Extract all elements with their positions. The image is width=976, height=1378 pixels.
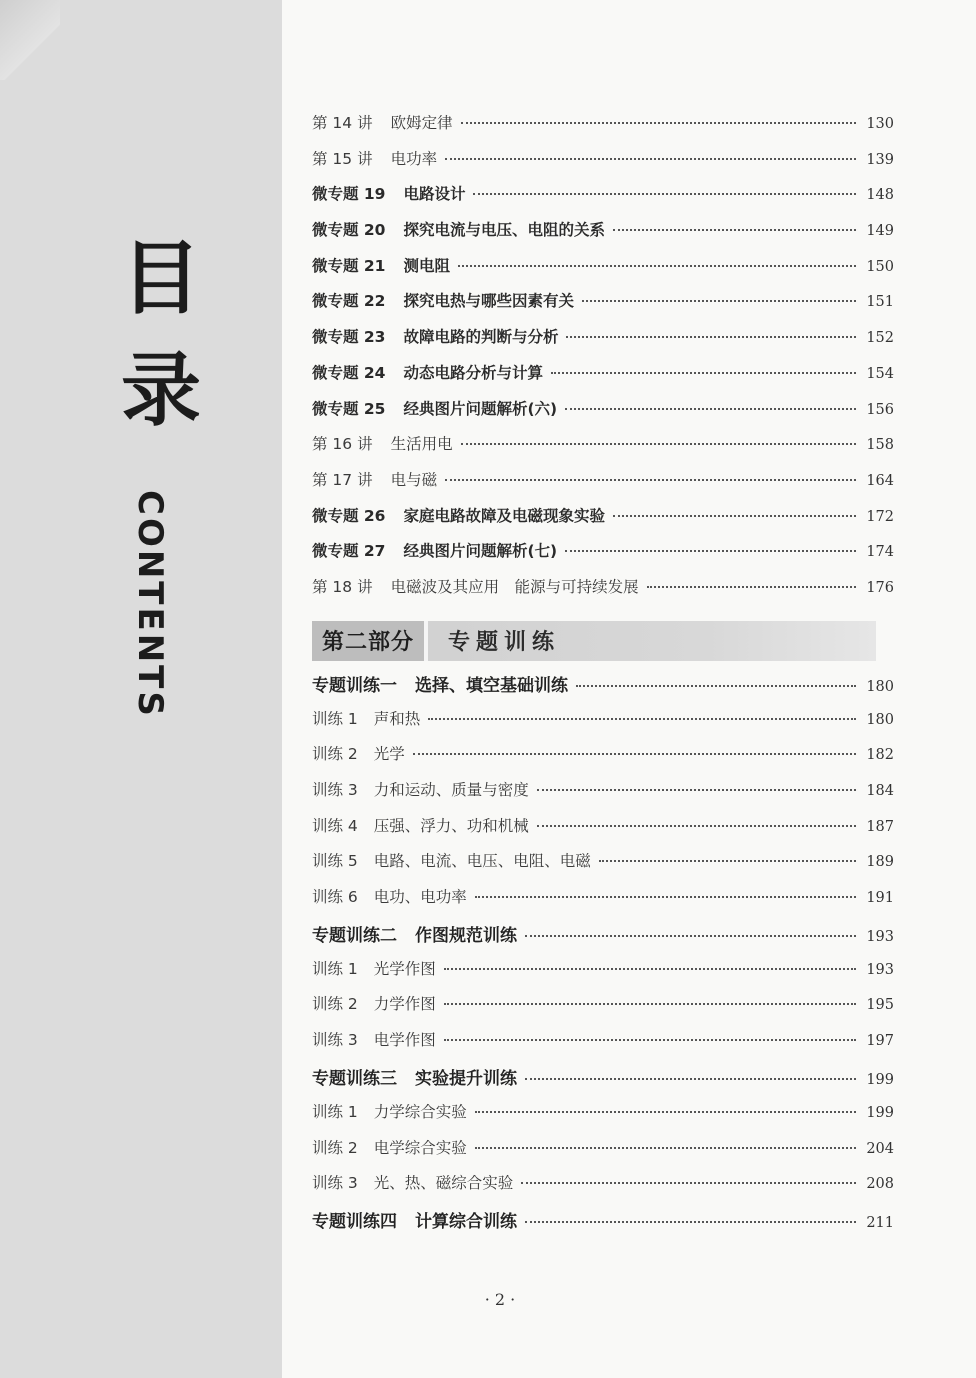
toc-leader-dots <box>566 336 856 338</box>
toc-leader-dots <box>458 265 856 267</box>
toc-entry-number: 微专题 21 <box>312 256 386 275</box>
toc-entry-page: 204 <box>866 1140 894 1157</box>
toc-entry-title: 力和运动、质量与密度 <box>373 781 529 799</box>
toc-entry-title: 光、热、磁综合实验 <box>373 1174 514 1193</box>
toc-entry[interactable] <box>312 1136 894 1172</box>
toc-entry-title: 选择、填空基础训练 <box>415 675 568 696</box>
toc-leader-dots <box>582 300 856 302</box>
toc-entry-number: 微专题 24 <box>312 363 386 382</box>
toc-entry-title: 电路、电流、电压、电阻、电磁 <box>373 852 591 871</box>
toc-entry-title: 探究电热与哪些因素有关 <box>403 292 574 311</box>
toc-entry-page: 176 <box>866 579 894 596</box>
toc-entry-number: 微专题 22 <box>312 292 386 311</box>
toc-entry-number: 微专题 26 <box>312 506 386 525</box>
toc-leader-dots <box>576 685 856 687</box>
toc-entry[interactable] <box>312 468 894 504</box>
toc-leader-dots <box>565 550 856 552</box>
toc-entry-title: 光学 <box>373 745 405 764</box>
toc-entry-title: 力学综合实验 <box>373 1102 467 1121</box>
toc-entry-title: 作图规范训练 <box>415 925 517 946</box>
toc-entry-number: 训练 1 <box>312 1102 358 1121</box>
toc-entry-title: 经典图片问题解析(六) <box>403 399 558 418</box>
toc-entry[interactable] <box>312 539 894 575</box>
toc-entry-title: 声和热 <box>373 709 421 728</box>
toc-leader-dots <box>475 896 856 898</box>
toc-leader-dots <box>537 825 856 827</box>
toc-entry-number: 微专题 23 <box>312 328 386 347</box>
toc-entry-number: 训练 4 <box>312 816 358 835</box>
toc-entry[interactable] <box>312 575 894 611</box>
toc-entry-page: 193 <box>866 928 894 945</box>
toc-leader-dots <box>525 1078 856 1080</box>
toc-entry-title: 电路设计 <box>403 185 466 204</box>
toc-entry-page: 191 <box>866 890 894 907</box>
toc-entry-number: 专题训练二 <box>312 925 397 946</box>
toc-leader-dots <box>647 586 856 588</box>
toc-entry[interactable] <box>312 432 894 468</box>
toc-entry-page: 180 <box>866 711 894 728</box>
toc-entry[interactable] <box>312 397 894 433</box>
toc-entry-page: 180 <box>866 678 894 695</box>
toc-entry-number: 训练 2 <box>312 995 358 1014</box>
title-char-1: 目 <box>121 231 201 325</box>
toc-entry[interactable] <box>312 1171 894 1207</box>
toc-entry-number: 训练 3 <box>312 781 358 799</box>
toc-entry-page: 148 <box>866 187 894 204</box>
toc-entry-title: 计算综合训练 <box>415 1211 517 1232</box>
toc-entry[interactable] <box>312 361 894 397</box>
toc-leader-dots <box>599 860 856 862</box>
toc-entry-page: 208 <box>866 1176 894 1193</box>
toc-entry-number: 第 15 讲 <box>312 149 373 168</box>
toc-entry-title: 电功、电功率 <box>373 888 467 907</box>
toc-entry[interactable] <box>312 671 894 707</box>
toc-entry[interactable] <box>312 504 894 540</box>
toc-entry-page: 139 <box>866 151 894 168</box>
toc-entry[interactable] <box>312 1028 894 1064</box>
toc-entry-page: 195 <box>866 997 894 1014</box>
toc-entry[interactable] <box>312 814 894 850</box>
toc-leader-dots <box>461 443 856 445</box>
section-part-label: 第二部分 <box>312 621 424 661</box>
toc-entry[interactable] <box>312 849 894 885</box>
toc-entry-title: 生活用电 <box>390 435 453 454</box>
toc-entry-page: 158 <box>866 437 894 454</box>
toc-entry-number: 训练 2 <box>312 745 358 764</box>
toc-leader-dots <box>551 372 856 374</box>
page-number: · 2 · <box>484 1290 516 1309</box>
toc-entry-title: 家庭电路故障及电磁现象实验 <box>403 506 605 525</box>
section-name: 专题训练 <box>448 629 561 656</box>
toc-entry-number: 微专题 27 <box>312 542 386 561</box>
toc-entry[interactable] <box>312 742 894 778</box>
toc-leader-dots <box>565 408 856 410</box>
toc-entry-page: 164 <box>866 472 894 489</box>
toc-entry-page: 150 <box>866 258 894 275</box>
toc-entry-page: 174 <box>866 544 894 561</box>
toc-entry-page: 151 <box>866 294 894 311</box>
toc-entry-page: 182 <box>866 747 894 764</box>
toc-entry[interactable] <box>312 254 894 290</box>
toc-entry-number: 微专题 19 <box>312 185 386 204</box>
toc-leader-dots <box>475 1111 856 1113</box>
toc-entry-number: 训练 3 <box>312 1174 358 1193</box>
toc-entry-title: 探究电流与电压、电阻的关系 <box>403 221 605 240</box>
toc-entry-page: 187 <box>866 818 894 835</box>
toc-leader-dots <box>413 753 856 755</box>
toc-entry-title: 欧姆定律 <box>390 114 453 132</box>
toc-entry-page: 130 <box>866 116 894 132</box>
toc-part1-list <box>312 111 894 611</box>
toc-entry-page: 189 <box>866 854 894 871</box>
toc-entry-title: 故障电路的判断与分析 <box>403 328 559 347</box>
toc-entry-page: 154 <box>866 365 894 382</box>
toc-leader-dots <box>613 229 856 231</box>
toc-entry-number: 训练 6 <box>312 888 358 907</box>
toc-leader-dots <box>445 158 856 160</box>
toc-entry-title: 电功率 <box>390 149 438 168</box>
toc-entry[interactable] <box>312 111 894 147</box>
toc-entry-title: 光学作图 <box>373 959 436 978</box>
toc-entry-title: 电学作图 <box>373 1031 436 1050</box>
contents-english-label: CONTENTS <box>130 490 170 719</box>
toc-entry[interactable] <box>312 707 894 743</box>
toc-entry[interactable] <box>312 147 894 183</box>
toc-entry[interactable] <box>312 885 894 921</box>
toc-leader-dots <box>444 968 856 970</box>
toc-entry[interactable] <box>312 957 894 993</box>
toc-entry-number: 专题训练三 <box>312 1068 397 1089</box>
toc-entry-title: 电学综合实验 <box>373 1138 467 1157</box>
toc-leader-dots <box>521 1182 856 1184</box>
toc-entry-title: 实验提升训练 <box>415 1068 517 1089</box>
toc-leader-dots <box>444 1003 856 1005</box>
table-of-contents <box>312 111 894 1243</box>
toc-entry-title: 经典图片问题解析(七) <box>403 542 558 561</box>
toc-entry[interactable] <box>312 992 894 1028</box>
toc-part2-list <box>312 671 894 1243</box>
toc-entry-number: 训练 1 <box>312 959 358 978</box>
toc-entry[interactable] <box>312 289 894 325</box>
toc-entry-number: 训练 5 <box>312 852 358 871</box>
toc-entry-number: 第 14 讲 <box>312 114 373 132</box>
toc-entry-number: 专题训练一 <box>312 675 397 696</box>
toc-entry[interactable] <box>312 1207 894 1243</box>
toc-leader-dots <box>525 935 856 937</box>
toc-leader-dots <box>475 1147 856 1149</box>
toc-entry-title: 动态电路分析与计算 <box>403 363 543 382</box>
toc-entry-title: 压强、浮力、功和机械 <box>373 816 529 835</box>
toc-leader-dots <box>525 1221 856 1223</box>
toc-entry[interactable] <box>312 778 894 814</box>
toc-leader-dots <box>428 718 856 720</box>
toc-leader-dots <box>445 479 856 481</box>
toc-entry-page: 152 <box>866 330 894 347</box>
toc-entry-title: 测电阻 <box>403 256 450 275</box>
toc-entry-page: 211 <box>866 1214 894 1231</box>
toc-entry-title: 电与磁 <box>390 470 438 489</box>
toc-entry[interactable] <box>312 182 894 218</box>
section-header <box>312 621 876 661</box>
toc-leader-dots <box>461 122 856 124</box>
toc-leader-dots <box>444 1039 856 1041</box>
toc-leader-dots <box>537 789 856 791</box>
title-char-2: 录 <box>121 343 201 437</box>
toc-entry-number: 训练 2 <box>312 1138 358 1157</box>
toc-entry-number: 微专题 20 <box>312 221 386 240</box>
toc-entry-title: 电磁波及其应用 能源与可持续发展 <box>390 577 639 596</box>
toc-entry[interactable] <box>312 1100 894 1136</box>
toc-entry-page: 184 <box>866 783 894 799</box>
toc-leader-dots <box>613 515 856 517</box>
toc-entry-page: 199 <box>866 1071 894 1088</box>
toc-entry-page: 197 <box>866 1033 894 1050</box>
toc-entry-page: 156 <box>866 401 894 418</box>
toc-entry-page: 149 <box>866 223 894 240</box>
toc-entry-number: 第 16 讲 <box>312 435 373 454</box>
toc-entry-number: 训练 1 <box>312 709 358 728</box>
toc-entry-number: 第 18 讲 <box>312 577 373 596</box>
toc-entry-page: 193 <box>866 961 894 978</box>
toc-entry-number: 微专题 25 <box>312 399 386 418</box>
toc-entry[interactable] <box>312 921 894 957</box>
toc-entry-title: 力学作图 <box>373 995 436 1014</box>
toc-entry-number: 训练 3 <box>312 1031 358 1050</box>
toc-entry[interactable] <box>312 325 894 361</box>
toc-entry[interactable] <box>312 218 894 254</box>
corner-fold <box>0 0 60 80</box>
toc-entry-number: 第 17 讲 <box>312 470 373 489</box>
toc-entry-page: 172 <box>866 508 894 525</box>
toc-entry-page: 199 <box>866 1104 894 1121</box>
toc-entry[interactable] <box>312 1064 894 1100</box>
toc-leader-dots <box>473 193 856 195</box>
toc-entry-number: 专题训练四 <box>312 1211 397 1232</box>
